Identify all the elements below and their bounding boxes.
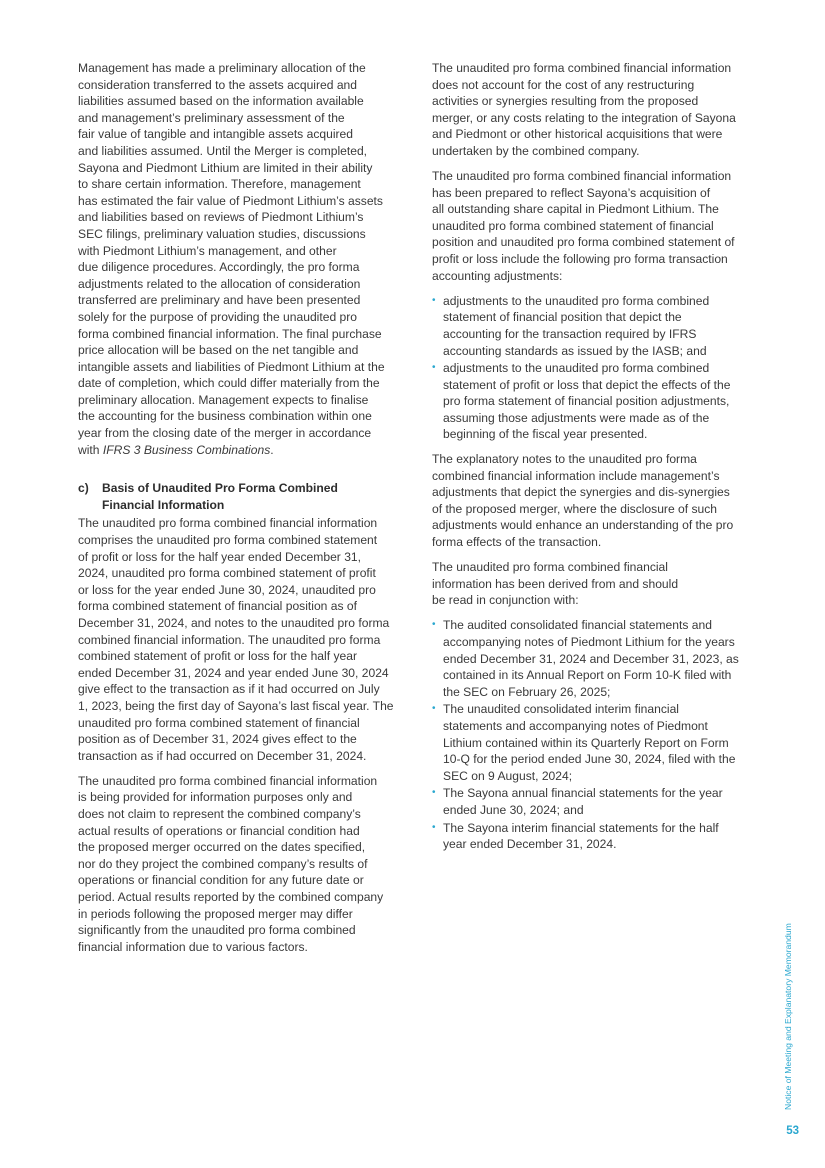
list-item xyxy=(432,701,746,784)
basis-paragraph: The unaudited pro forma combined financial information comprises the unaudited pro forma combined statement of profit or loss for the half year ended December 31, 2024, unaudited pro forma combined statement of profit or loss for the year ended June 30, 2024, unaudited pro forma combined statement of financial position as of December 31, 2024, and notes to the unaudited pro forma combined financial information. The unaudited pro forma combined statement of profit or loss for the half year ended December 31, 2024 and year ended June 30, 2024 give effect to the transaction as if it had occurred on July 1, 2023, being the first day of Sayona’s last fiscal year. The unaudited pro forma combined statement of financial position as of December 31, 2024 gives effect to the transaction as if had occurred on December 31, 2024. xyxy=(78,516,394,763)
bullet-icon: • xyxy=(432,787,436,799)
list-item-text: The audited consolidated financial statements and accompanying notes of Piedmont Lithium for the years ended December 31, 2024 and December 31, 2023, as contained in its Annual Report on Form 10-K filed with the SEC on February 26, 2025; xyxy=(443,618,739,699)
bullet-icon: • xyxy=(432,703,436,715)
ifrs3-reference: IFRS 3 Business Combinations xyxy=(102,442,271,457)
list-item-text: adjustments to the unaudited pro forma combined statement of profit or loss that depict the effects of the pro forma statement of financial position adjustments, assuming those adjustments were made as of the beginning of the fiscal year presented. xyxy=(443,361,731,442)
paragraph-text: Management has made a preliminary allocation of the consideration transferred to the assets acquired and liabilities assumed based on the information available and management’s preliminary assessment of the fair value of tangible and intangible assets acquired and liabilities assumed. Until the Merger is completed, Sayona and Piedmont Lithium are limited in their ability to share certain information. Therefore, management has estimated the fair value of Piedmont Lithium’s assets and liabilities based on reviews of Piedmont Lithium’s SEC filings, preliminary valuation studies, discussions with Piedmont Lithium’s management, and other due diligence procedures. Accordingly, the pro forma adjustments related to the allocation of consideration transferred are preliminary and have been presented solely for the purpose of providing the unaudited pro forma combined financial information. The final purchase price allocation will be based on the net tangible and intangible assets and liabilities of Piedmont Lithium at the date of completion, which could differ materially from the preliminary allocation. Management expects to finalise the accounting for the business combination within one year from the closing date of the merger in accordance with xyxy=(78,61,385,457)
page-number: 53 xyxy=(786,1125,799,1137)
adjustments-list xyxy=(432,293,746,443)
restructuring-paragraph: The unaudited pro forma combined financial information does not account for the cost of any restructuring activities or synergies resulting from the proposed merger, or any costs relating to the integration of Sayona and Piedmont or other historical acquisitions that were undertaken by the combined company. xyxy=(432,61,736,158)
list-item-text: The Sayona interim financial statements for the half year ended December 31, 2024. xyxy=(443,820,719,852)
section-title: Basis of Unaudited Pro Forma Combined Financial Information xyxy=(102,481,338,512)
section-label: c) xyxy=(78,481,89,496)
list-item xyxy=(432,293,746,359)
section-c-heading xyxy=(78,480,396,513)
bullet-icon: • xyxy=(432,294,436,306)
sources-list xyxy=(432,617,746,852)
right-column xyxy=(432,60,746,861)
list-item xyxy=(432,617,746,700)
bullet-icon: • xyxy=(432,619,436,631)
list-item xyxy=(432,785,746,818)
acquisition-paragraph: The unaudited pro forma combined financial information has been prepared to reflect Sayona’s acquisition of all outstanding share capital in Piedmont Lithium. The unaudited pro forma combined statement of financial position and unaudited pro forma combined statement of profit or loss include the following pro forma transaction accounting adjustments: xyxy=(432,169,735,283)
list-item-text: adjustments to the unaudited pro forma combined statement of financial position that depict the accounting for the transaction required by IFRS accounting standards as issued by the IASB; and xyxy=(443,293,710,358)
list-item xyxy=(432,360,746,443)
list-item-text: The Sayona annual financial statements for the year ended June 30, 2024; and xyxy=(443,786,723,817)
document-title-side-label: Notice of Meeting and Explanatory Memorandum xyxy=(783,923,793,1110)
left-column xyxy=(78,60,396,964)
bullet-icon: • xyxy=(432,821,436,833)
list-item-text: The unaudited consolidated interim financial statements and accompanying notes of Piedmont Lithium contained within its Quarterly Report on Form 10-Q for the period ended June 30, 2024, filed with the SEC on 9 August, 2024; xyxy=(443,702,736,783)
paragraph-end: . xyxy=(270,442,274,457)
derived-from-paragraph: The unaudited pro forma combined financial information has been derived from and should be read in conjunction with: xyxy=(432,560,679,608)
information-purposes-paragraph: The unaudited pro forma combined financial information is being provided for information purposes only and does not claim to represent the combined company’s actual results of operations or financial condition had the proposed merger occurred on the dates specified, nor do they project the combined company’s results of operations or financial condition for any future date or period. Actual results reported by the combined company in periods following the proposed merger may differ significantly from the unaudited pro forma combined financial information due to various factors. xyxy=(78,773,384,954)
list-item xyxy=(432,820,746,853)
management-allocation-paragraph xyxy=(78,60,396,458)
bullet-icon: • xyxy=(432,362,436,374)
explanatory-notes-paragraph: The explanatory notes to the unaudited pro forma combined financial information include management’s adjustments that depict the synergies and dis-synergies of the proposed merger, where the disclosure of such adjustments would enhance an understanding of the pro forma effects of the transaction. xyxy=(432,452,734,550)
